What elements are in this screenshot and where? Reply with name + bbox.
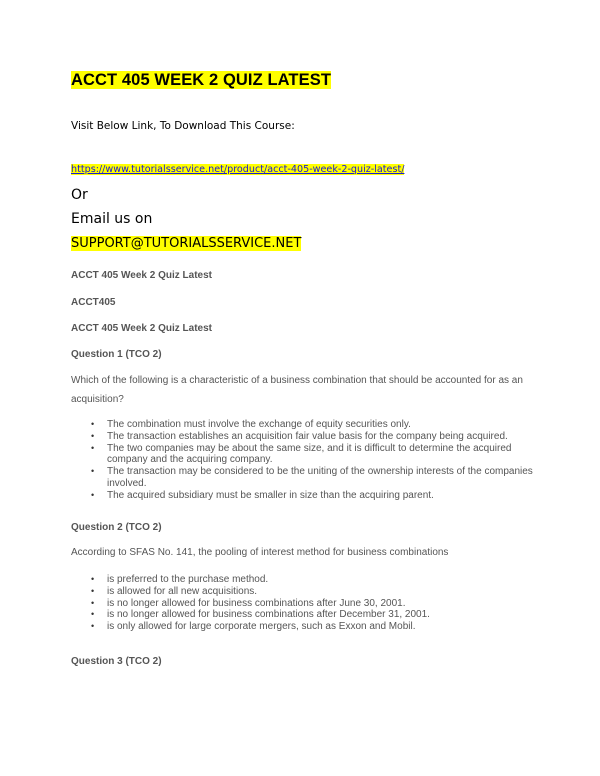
bullet-icon: • [91, 442, 95, 453]
or-label: Or [71, 187, 88, 203]
page-title [71, 70, 331, 90]
question-1-option: • The transaction establishes an acquisition fair value basis for the company being acquired. [91, 430, 508, 442]
email-us-label: Email us on [71, 211, 153, 227]
title-text: ACCT 405 WEEK 2 QUIZ LATEST [71, 71, 332, 89]
question-1-option: • The combination must involve the exchange of equity securities only. [91, 419, 411, 430]
course-code: ACCT405 [71, 297, 116, 308]
visit-instruction: Visit Below Link, To Download This Course: [71, 120, 295, 132]
question-2-heading: Question 2 (TCO 2) [71, 522, 162, 533]
question-2-option: • is no longer allowed for business combinations after December 31, 2001. [91, 609, 430, 621]
question-1-options [71, 419, 541, 502]
question-2-option: • is only allowed for large corporate mergers, such as Exxon and Mobil. [91, 621, 416, 633]
question-1-heading: Question 1 (TCO 2) [71, 349, 162, 360]
support-email[interactable]: SUPPORT@TUTORIALSSERVICE.NET [71, 236, 302, 251]
question-2-option: • is allowed for all new acquisitions. [91, 585, 258, 597]
bullet-icon: • [91, 585, 95, 596]
bullet-icon: • [91, 574, 95, 584]
course-heading-2: ACCT 405 Week 2 Quiz Latest [71, 323, 212, 334]
question-1-option: • The transaction may be considered to be the uniting of the ownership interests of the companies involved. [91, 466, 533, 489]
bullet-icon: • [91, 489, 95, 500]
bullet-icon: • [91, 430, 95, 441]
bullet-icon: • [91, 597, 95, 608]
bullet-icon: • [91, 609, 95, 620]
question-2-options [71, 574, 541, 633]
bullet-icon: • [91, 621, 95, 632]
bullet-icon: • [91, 419, 95, 429]
bullet-icon: • [91, 466, 95, 477]
course-download-link[interactable]: https://www.tutorialsservice.net/product/acct-405-week-2-quiz-latest/ [71, 164, 405, 175]
question-1-text: Which of the following is a characteristic of a business combination that should be accounted for as an acquisition? [71, 375, 523, 405]
question-3-heading: Question 3 (TCO 2) [71, 656, 162, 667]
question-1-option: • The two companies may be about the same size, and it is difficult to determine the acquired company and the acquiring company. [91, 442, 512, 466]
course-heading-1: ACCT 405 Week 2 Quiz Latest [71, 270, 212, 281]
question-2-option: • is no longer allowed for business combinations after June 30, 2001. [91, 597, 406, 609]
question-2-option: • is preferred to the purchase method. [91, 574, 269, 585]
question-2-text: According to SFAS No. 141, the pooling of interest method for business combinations [71, 547, 449, 558]
question-1-option: • The acquired subsidiary must be smaller in size than the acquiring parent. [91, 489, 434, 501]
